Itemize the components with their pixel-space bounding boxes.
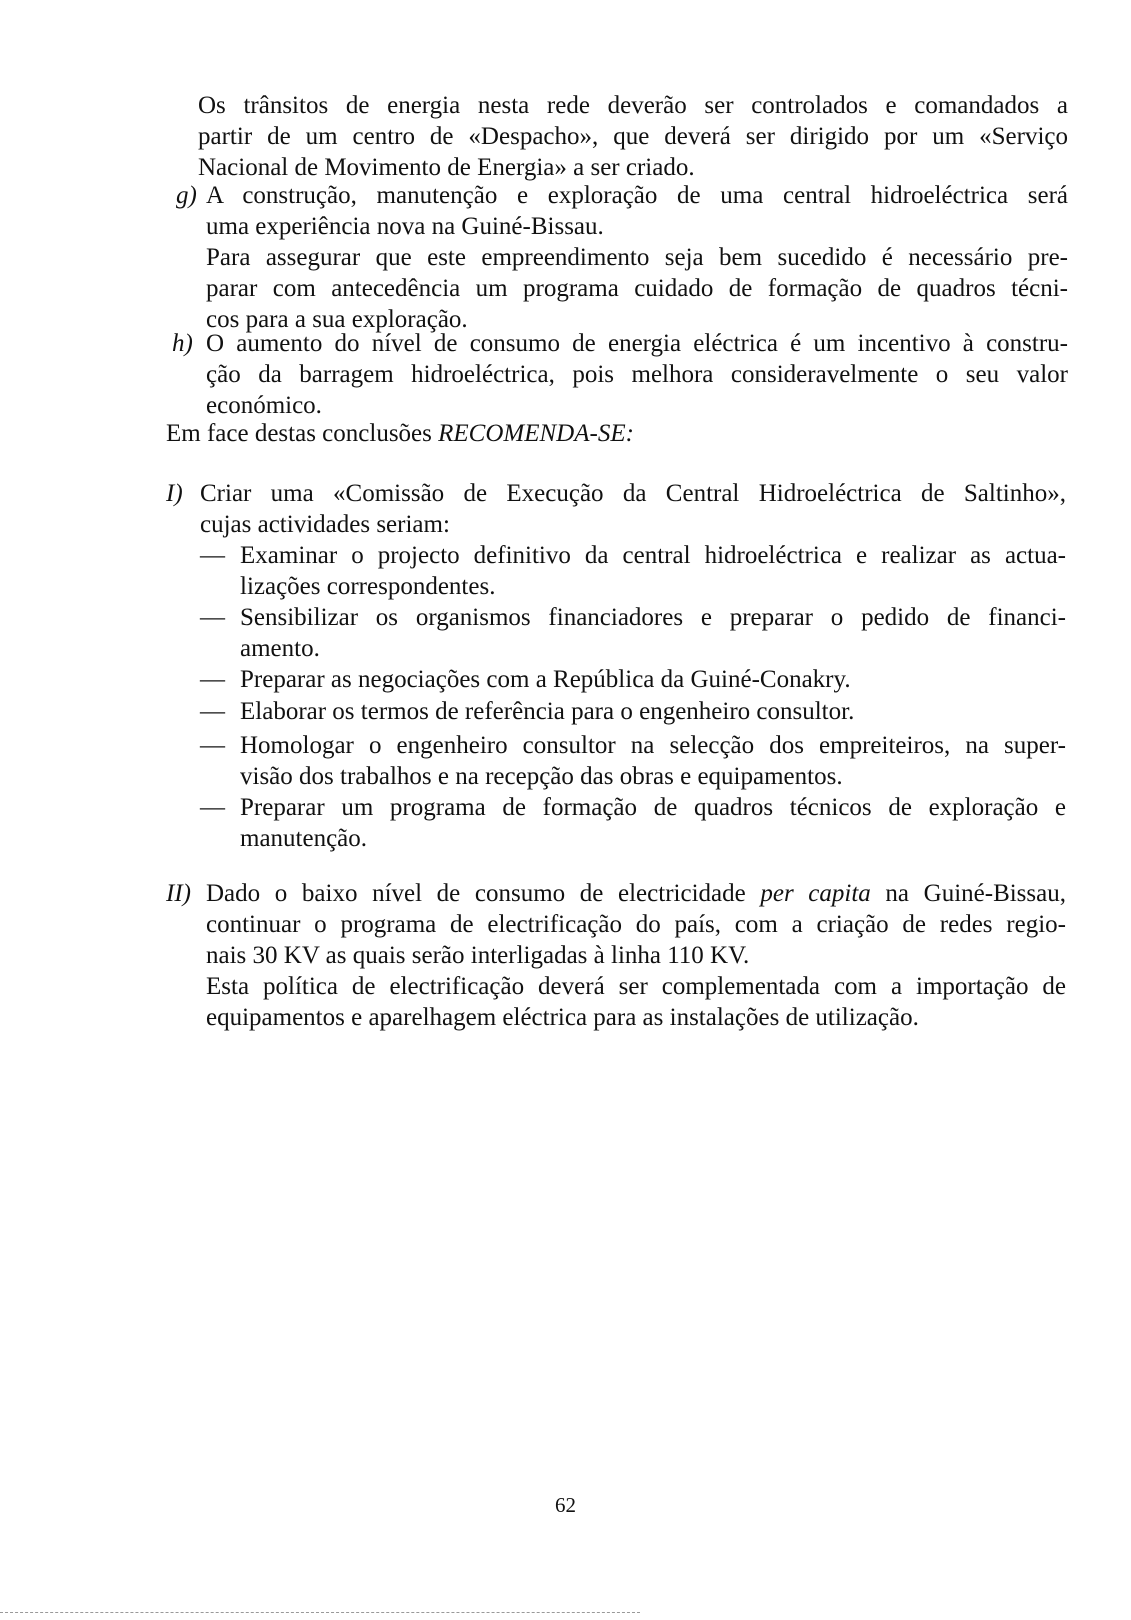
item-II-first-line (206, 878, 1066, 909)
dash-bullet: — (200, 732, 225, 759)
bullet-line: visão dos trabalhos e na recepção das obras e equipamentos. (240, 763, 843, 790)
item-II-tail: na Guiné-Bissau, (870, 880, 1066, 907)
item-h-line: ção da barragem hidroeléctrica, pois melhora consideravelmente o seu valor (206, 361, 1068, 388)
item-g-line: cos para a sua exploração. (206, 306, 468, 333)
bullet-item (240, 664, 1066, 695)
item-II-emphasis: per capita (760, 880, 871, 907)
dash-bullet: — (200, 604, 225, 631)
bullet-line: Elaborar os termos de referência para o engenheiro consultor. (240, 698, 855, 725)
item-II-lead: Dado o baixo nível de consumo de electricidade (206, 880, 761, 907)
bullet-line: Homologar o engenheiro consultor na selecção dos empreiteiros, na super- (240, 732, 1066, 759)
bullet-line: manutenção. (240, 825, 368, 852)
bullet-line: Preparar um programa de formação de quadros técnicos de exploração e (240, 794, 1066, 821)
bullet-line: Examinar o projecto definitivo da central hidroeléctrica e realizar as actua- (240, 542, 1066, 569)
bullet-line: amento. (240, 635, 320, 662)
item-g-line: uma experiência nova na Guiné-Bissau. (206, 213, 604, 240)
dash-bullet: — (200, 666, 225, 693)
recommendation-lead: Em face destas conclusões (166, 420, 439, 447)
item-h-line: económico. (206, 392, 322, 419)
intro-paragraph (198, 90, 1068, 183)
item-I-paragraph (200, 478, 1066, 540)
intro-line: Nacional de Movimento de Energia» a ser criado. (198, 154, 695, 181)
intro-line: Os trânsitos de energia nesta rede deverão ser controlados e comandados a (198, 92, 1068, 119)
scan-edge-line (0, 1612, 640, 1613)
intro-line: partir de um centro de «Despacho», que deverá ser dirigido por um «Serviço (198, 123, 1068, 150)
dash-bullet: — (200, 542, 225, 569)
bullet-item (240, 730, 1066, 792)
bullet-line: lizações correspondentes. (240, 573, 496, 600)
item-marker-I: I) (166, 480, 183, 507)
bullet-line: Sensibilizar os organismos financiadores e preparar o pedido de financi- (240, 604, 1066, 631)
bullet-item (240, 540, 1066, 602)
dash-bullet: — (200, 794, 225, 821)
item-g-line: Para assegurar que este empreendimento seja bem sucedido é necessário pre- (206, 244, 1068, 271)
item-marker-h: h) (172, 330, 193, 357)
item-II-line: nais 30 KV as quais serão interligadas à linha 110 KV. (206, 942, 750, 969)
item-g-line: parar com antecedência um programa cuidado de formação de quadros técni- (206, 275, 1068, 302)
recommendation-heading (166, 418, 1066, 449)
dash-bullet: — (200, 698, 225, 725)
item-h-paragraph (206, 328, 1068, 421)
item-h-line: O aumento do nível de consumo de energia eléctrica é um incentivo à constru- (206, 330, 1068, 357)
bullet-item (240, 602, 1066, 664)
item-II-line: equipamentos e aparelhagem eléctrica para as instalações de utilização. (206, 1004, 919, 1031)
item-I-line: cujas actividades seriam: (200, 511, 450, 538)
page-number: 62 (555, 1493, 576, 1517)
item-II-paragraph (206, 878, 1066, 1033)
item-g-line: A construção, manutenção e exploração de uma central hidroeléctrica será (206, 182, 1068, 209)
item-II-line: continuar o programa de electrificação do país, com a criação de redes regio- (206, 911, 1066, 938)
item-I-line: Criar uma «Comissão de Execução da Central Hidroeléctrica de Saltinho», (200, 480, 1066, 507)
bullet-line: Preparar as negociações com a República da Guiné-Conakry. (240, 666, 851, 693)
item-II-line: Esta política de electrificação deverá ser complementada com a importação de (206, 973, 1066, 1000)
item-marker-g: g) (176, 182, 197, 209)
bullet-item (240, 792, 1066, 854)
item-g-paragraph (206, 180, 1068, 335)
bullet-item (240, 696, 1066, 727)
item-marker-II: II) (166, 880, 191, 907)
recommendation-emphasis: RECOMENDA-SE: (438, 420, 634, 447)
